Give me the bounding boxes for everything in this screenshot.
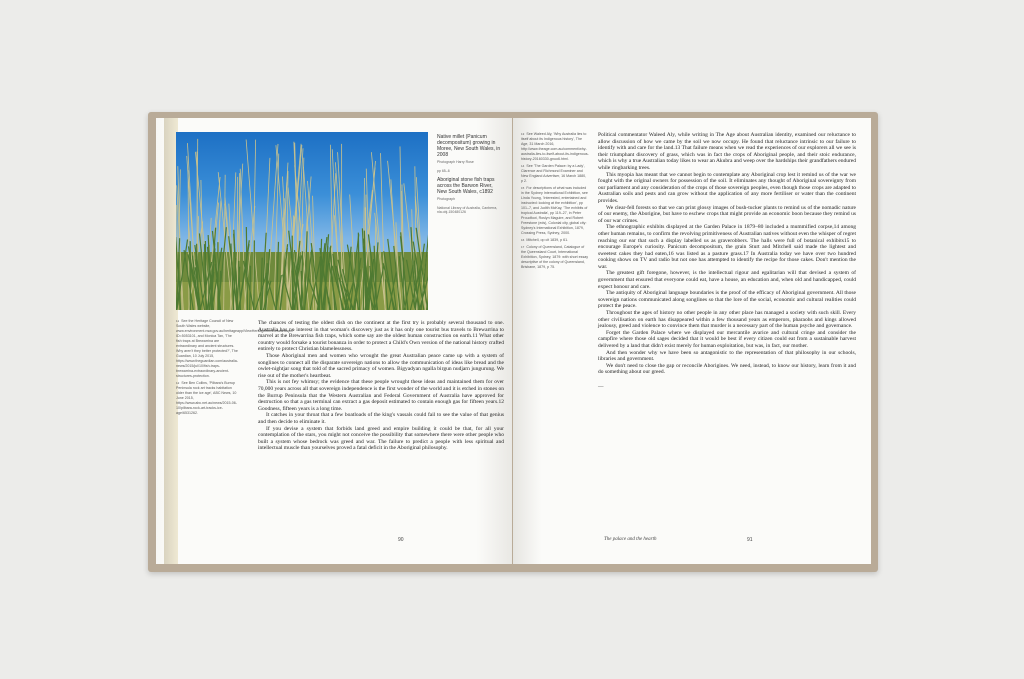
page-ref: pp 65–6 (437, 168, 450, 173)
stone-title: Aboriginal stone fish traps across the Barwon River, New South Wales, c1892 (437, 177, 495, 195)
paragraph: Those Aboriginal men and women who wrought the great Australian peace came up with a system of songlines to connect all the disparate sovereign nations to allow the communication of ideas like bread and the owlet-nightjar song that told of the sacred primacy of women. Bigyadyan ngalla birgun nudjarn jungurung. We rise out of the mother's heartbeat. (258, 352, 504, 379)
right-body-text (598, 132, 856, 391)
page-number-right: 91 (747, 537, 753, 543)
native-millet-image (176, 132, 428, 310)
paragraph: We don't need to close the gap or reconcile Aborigines. We need, instead, to know our history, learn from it and do something about our greed. (598, 362, 856, 376)
footnote: $^{12}$ See Ben Collins, 'Pilbara's Burrup Peninsula rock art tracks habitation older than the ice age', ABC News, 10 June 2015, https://www.abc.net.au/news/2015-06-10/pilbara-rock-art-tracks-ice-age/6531262. (176, 381, 237, 415)
paragraph: Forget the Garden Palace where we displayed our mercantile avarice and cultural cringe and consider the campfire where those old sages decided that it would be best if every citizen could eat from a sustainable harvest delivered by a land that didn't exist merely for human exploitation, but was, in fact, our mother. (598, 329, 856, 349)
footnote: $^{13}$ See Waleed Aly, 'Why Australia lies to itself about its Indigenous history', The Age, 31 March 2016, http://www.theage.com.au/comment/why-australia-lies-to-itself-about-its-indigenous-history-20160330-gnuo6.html. (521, 132, 589, 161)
paragraph: Throughout the ages of history no other people in any other place has managed a society with such skill. Every other civilisation on earth has disappeared within a few thousand years as emperors, pharaohs and kings allowed jealousy, greed and violence to convince them that murder is a necessary part of the human psyche and governance. (598, 310, 856, 330)
paragraph: The greatest gift foregone, however, is the intellectual rigour and egalitarian will that devised a system of government that ensured that everyone could eat, have a house, an education and, when old and handicapped, could expect honour and care. (598, 270, 856, 290)
running-head: The palace and the hearth (604, 537, 657, 542)
stone-type: Photograph (437, 197, 456, 201)
footnote: $^{17}$ Colony of Queensland, Catalogue of the Queensland Court, International Exhibition, Sydney, 1879: with short essay descriptive of the colony of Queensland, Brisbane, 1879, p 75. (521, 245, 589, 269)
paragraph: If you devise a system that forbids land greed and empire building it could be that, for all your contemplation of the stars, you might not conceive the possibility that somewhere there were other people who built a system whose bedrock was greed and war. The failure to predict a people with less spiritual and intellectual muscle than yourselves proved a fatal deficit in the Aboriginal philosophy. (258, 425, 504, 452)
footnote: $^{11}$ See the Heritage Council of New South Wales website, www.environment.nsw.gov.au/heritageapp/ViewHeritageItemDetails.aspx?ID=5053101, and Monica Tan, 'The fish traps at Brewarrina are extraordinary and ancient structures. Why aren't they better protected?', The Guardian, 10 July 2015, https://www.theguardian.com/australia-news/2015/jul/10/fish-traps-brewarrina-extraordinary-ancient-structures-protection. (176, 319, 294, 378)
paragraph: This myopia has meant that we cannot begin to contemplate any Aboriginal crop lest it remind us of the war we fought with the original owners for possession of the soil. It eliminates any thought of Aboriginal sovereignty from our parliament and any consideration of the crops of those sovereign peoples, even though those crops are adapted to Australian soils and pests and can grow without the application of any more fertiliser or water than the continent provides. (598, 171, 856, 204)
left-footnotes (176, 319, 294, 418)
paragraph: The chances of testing the oldest dish on the continent at the first try is probably several thousand to one. Australia has no interest in that woman's discovery just as it has only one tourist bus travels to Brewarrina to marvel at the Brewarrina fish traps, which some say are the oldest human construction on earth.11 What other country would forsake a tourist bonanza in order to protect a Child's Own version of the national history crafted entirely to protect Christian blamelessness. (258, 320, 504, 353)
paragraph: It catches in your throat that a few boatloads of the king's vassals could fail to see the value of that genius and then decide to eliminate it. (258, 412, 504, 425)
footnote: $^{15}$ For descriptions of what was included in the Sydney International Exhibition, see Linda Young, 'Interested, entertained and instructed: looking at the exhibition', pp 101–7, and Judith McKay, 'The exhibits of tropical Australia', pp 119–27, in Peter Proudfoot, Roslyn Maguire, and Robert Freestone (eds), Colonial city, global city: Sydney's International Exhibition, 1879, Crossing Press, Sydney, 2000. (521, 186, 588, 235)
footnote: $^{16}$ Mitchell, op cit 1839, p 61. (521, 238, 569, 242)
photo-title: Native millet (Panicum decompositum) growing in Moree, New South Wales, in 2008 (437, 134, 501, 158)
photo-caption (437, 134, 503, 219)
paragraph: We clear-fell forests so that we can print glossy images of bush-tucker plants to remind us of the nomadic nature of our enemy, the Aborigine, but have to eschew crops that might provide an economic boon because they remind us of our war crimes. (598, 204, 856, 224)
right-footnotes (521, 132, 589, 272)
paragraph: Political commentator Waleed Aly, while writing in The Age about Australian identity, examined our reluctance to allow discussion of how we came by the soil we now occupy. He found that reluctance intrinsic to our failure to identify with and care for the land.13 That failure means when we read the experiences of our explorers all we see is their triumphant discovery of grass, which was in fact the crops of Aboriginal people, and their stoic endurance, which is why a true Australian today likes to wear an Akubra and weep over the hardships their grandfathers endured while ringbarking trees. (598, 132, 856, 171)
end-mark: — (598, 383, 604, 390)
grass-photo (176, 132, 428, 310)
paragraph: The ethnographic exhibits displayed at the Garden Palace in 1879–80 included a mummified corpse,14 among other human remains, to confirm the revolving primitiveness of Australian natives without even the whisper of regret reaching our ear that such a display labelled us as graverobbers. The halls were full of botanical exhibits15 to encourage Europe's curiosity. Panicum decompositum, the grain Sturt and Mitchell said made the lightest and sweetest cakes they had eaten,16 was listed as a pasture grass.17 In Australia today we have over two hundred cooking shows on TV and radio but not one has attempted to identify the recipe for those cakes. Don't mention the war. (598, 224, 856, 270)
paragraph: And then wonder why we have been so antagonistic to the representation of that philosophy in our schools, libraries and government. (598, 349, 856, 363)
photo-credit: Photograph Harry Rose (437, 160, 474, 164)
footnote: $^{14}$ See 'The Garden Palace: by a Lady', Clarence and Richmond Examiner and New England Advertiser, 16 March 1880, p 2. (521, 164, 587, 183)
left-body-text (258, 320, 504, 452)
paragraph: This is not fey whimsy; the evidence that these people wrought these ideas and maintained them for over 70,000 years across all that sovereign independence is the first wonder of the world and it is etched in stones on the Burrup Peninsula that the Western Australian and Federal Government of Australia have approved for destruction so that a gas terminal can extract a gas deposit estimated to contain enough gas for fifteen years.12 Goodness, fifteen years is a long time. (258, 379, 504, 412)
page-number-left: 90 (398, 537, 404, 543)
stone-credit: National Library of Australia, Canberra, nla.obj-150480126 (437, 205, 498, 214)
paragraph: The antiquity of Aboriginal language boundaries is the proof of the efficacy of Aboriginal government. All those sovereign nations communicated along songlines so that the lore of the social, economic and cultural realities could protect the peace. (598, 290, 856, 310)
